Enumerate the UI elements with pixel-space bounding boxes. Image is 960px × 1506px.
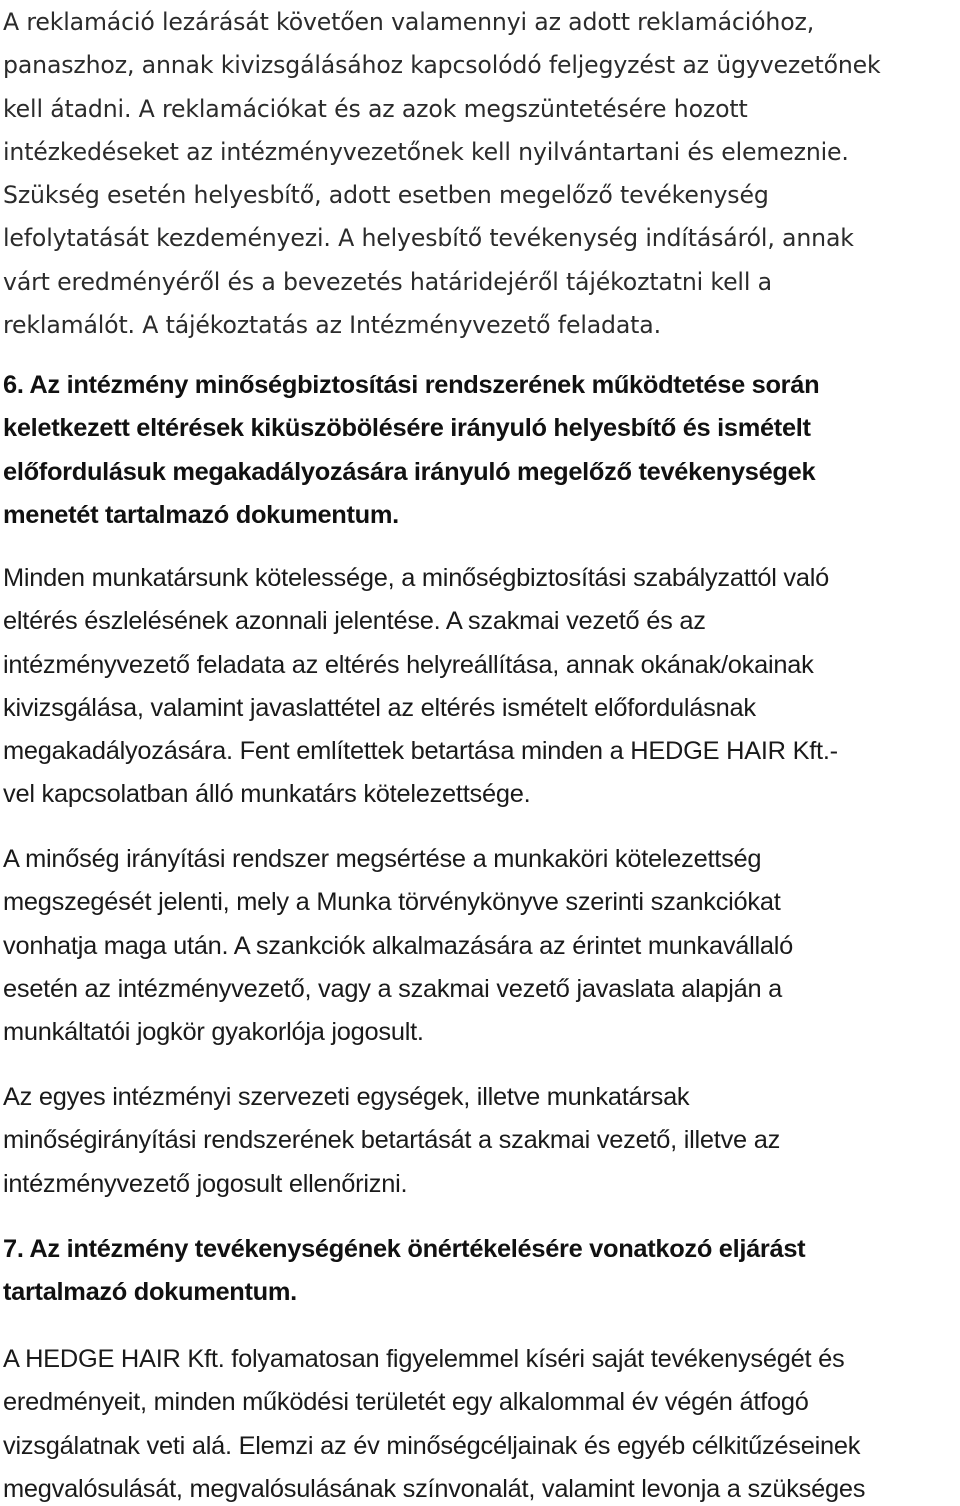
text-line: vizsgálatnak veti alá. Elemzi az év minőségcéljainak és egyéb célkitűzéseinek [3,1431,861,1460]
heading-line: menetét tartalmazó dokumentum. [3,500,399,529]
text-line: kell átadni. A reklamációkat és az azok megszüntetésére hozott [3,94,748,123]
text-line: Szükség esetén helyesbítő, adott esetben megelőző tevékenység [3,181,769,210]
text-line: megszegését jelenti, mely a Munka törvénykönyve szerinti szankciókat [3,888,781,917]
heading-line: előfordulásuk megakadályozására irányuló megelőző tevékenységek [3,457,816,486]
text-line: intézkedéseket az intézményvezetőnek kell nyilvántartani és elemeznie. [3,137,849,166]
section-heading-7 [3,1228,957,1315]
paragraph-sanctions [3,838,957,1054]
text-line: A HEDGE HAIR Kft. folyamatosan figyelemmel kíséri saját tevékenységét és [3,1345,845,1373]
heading-line: 7. Az intézmény tevékenységének önértékelésére vonatkozó eljárást [3,1235,806,1263]
text-line: panaszhoz, annak kivizsgálásához kapcsolódó feljegyzést az ügyvezetőnek [3,51,881,80]
text-line: reklamálót. A tájékoztatás az Intézményvezető feladata. [3,311,661,340]
paragraph-complaint-closure [3,1,957,347]
section-heading-6 [3,364,957,537]
text-line: Az egyes intézményi szervezeti egységek, illetve munkatársak [3,1083,690,1111]
text-line: eltérés észlelésének azonnali jelentése. A szakmai vezető és az [3,607,706,636]
heading-line: 6. Az intézmény minőségbiztosítási rendszerének működtetése során [3,371,820,399]
text-line: intézményvezető jogosult ellenőrizni. [3,1169,408,1198]
paragraph-compliance-check [3,1076,957,1206]
text-line: vonhatja maga után. A szankciók alkalmazására az érintet munkavállaló [3,931,794,960]
text-line: A reklamáció lezárását követően valamennyi az adott reklamációhoz, [3,8,815,36]
text-line: Minden munkatársunk kötelessége, a minőségbiztosítási szabályzattól való [3,564,829,592]
text-line: munkáltatói jogkör gyakorlója jogosult. [3,1018,424,1047]
text-line: vel kapcsolatban álló munkatárs kötelezettsége. [3,780,531,809]
paragraph-employee-duty [3,557,957,817]
text-line: A minőség irányítási rendszer megsértése a munkaköri kötelezettség [3,845,762,873]
text-line: megakadályozására. Fent említettek betartása minden a HEDGE HAIR Kft.- [3,737,838,766]
text-line: várt eredményéről és a bevezetés határidejéről tájékoztatni kell a [3,267,772,296]
paragraph-self-assessment [3,1338,957,1506]
text-line: lefolytatását kezdeményezi. A helyesbítő tevékenység indításáról, annak [3,224,854,253]
text-line: kivizsgálása, valamint javaslattétel az eltérés ismételt előfordulásnak [3,693,756,722]
text-line: esetén az intézményvezető, vagy a szakmai vezető javaslata alapján a [3,974,783,1003]
heading-line: keletkezett eltérések kiküszöbölésére irányuló helyesbítő és ismételt [3,414,811,443]
text-line: megvalósulását, megvalósulásának színvonalát, valamint levonja a szükséges [3,1474,866,1503]
text-line: minőségirányítási rendszerének betartását a szakmai vezető, illetve az [3,1126,781,1155]
heading-line: tartalmazó dokumentum. [3,1278,297,1307]
text-line: intézményvezető feladata az eltérés helyreállítása, annak okának/okainak [3,650,814,679]
text-line: eredményeit, minden működési területét egy alkalommal év végén átfogó [3,1388,809,1417]
